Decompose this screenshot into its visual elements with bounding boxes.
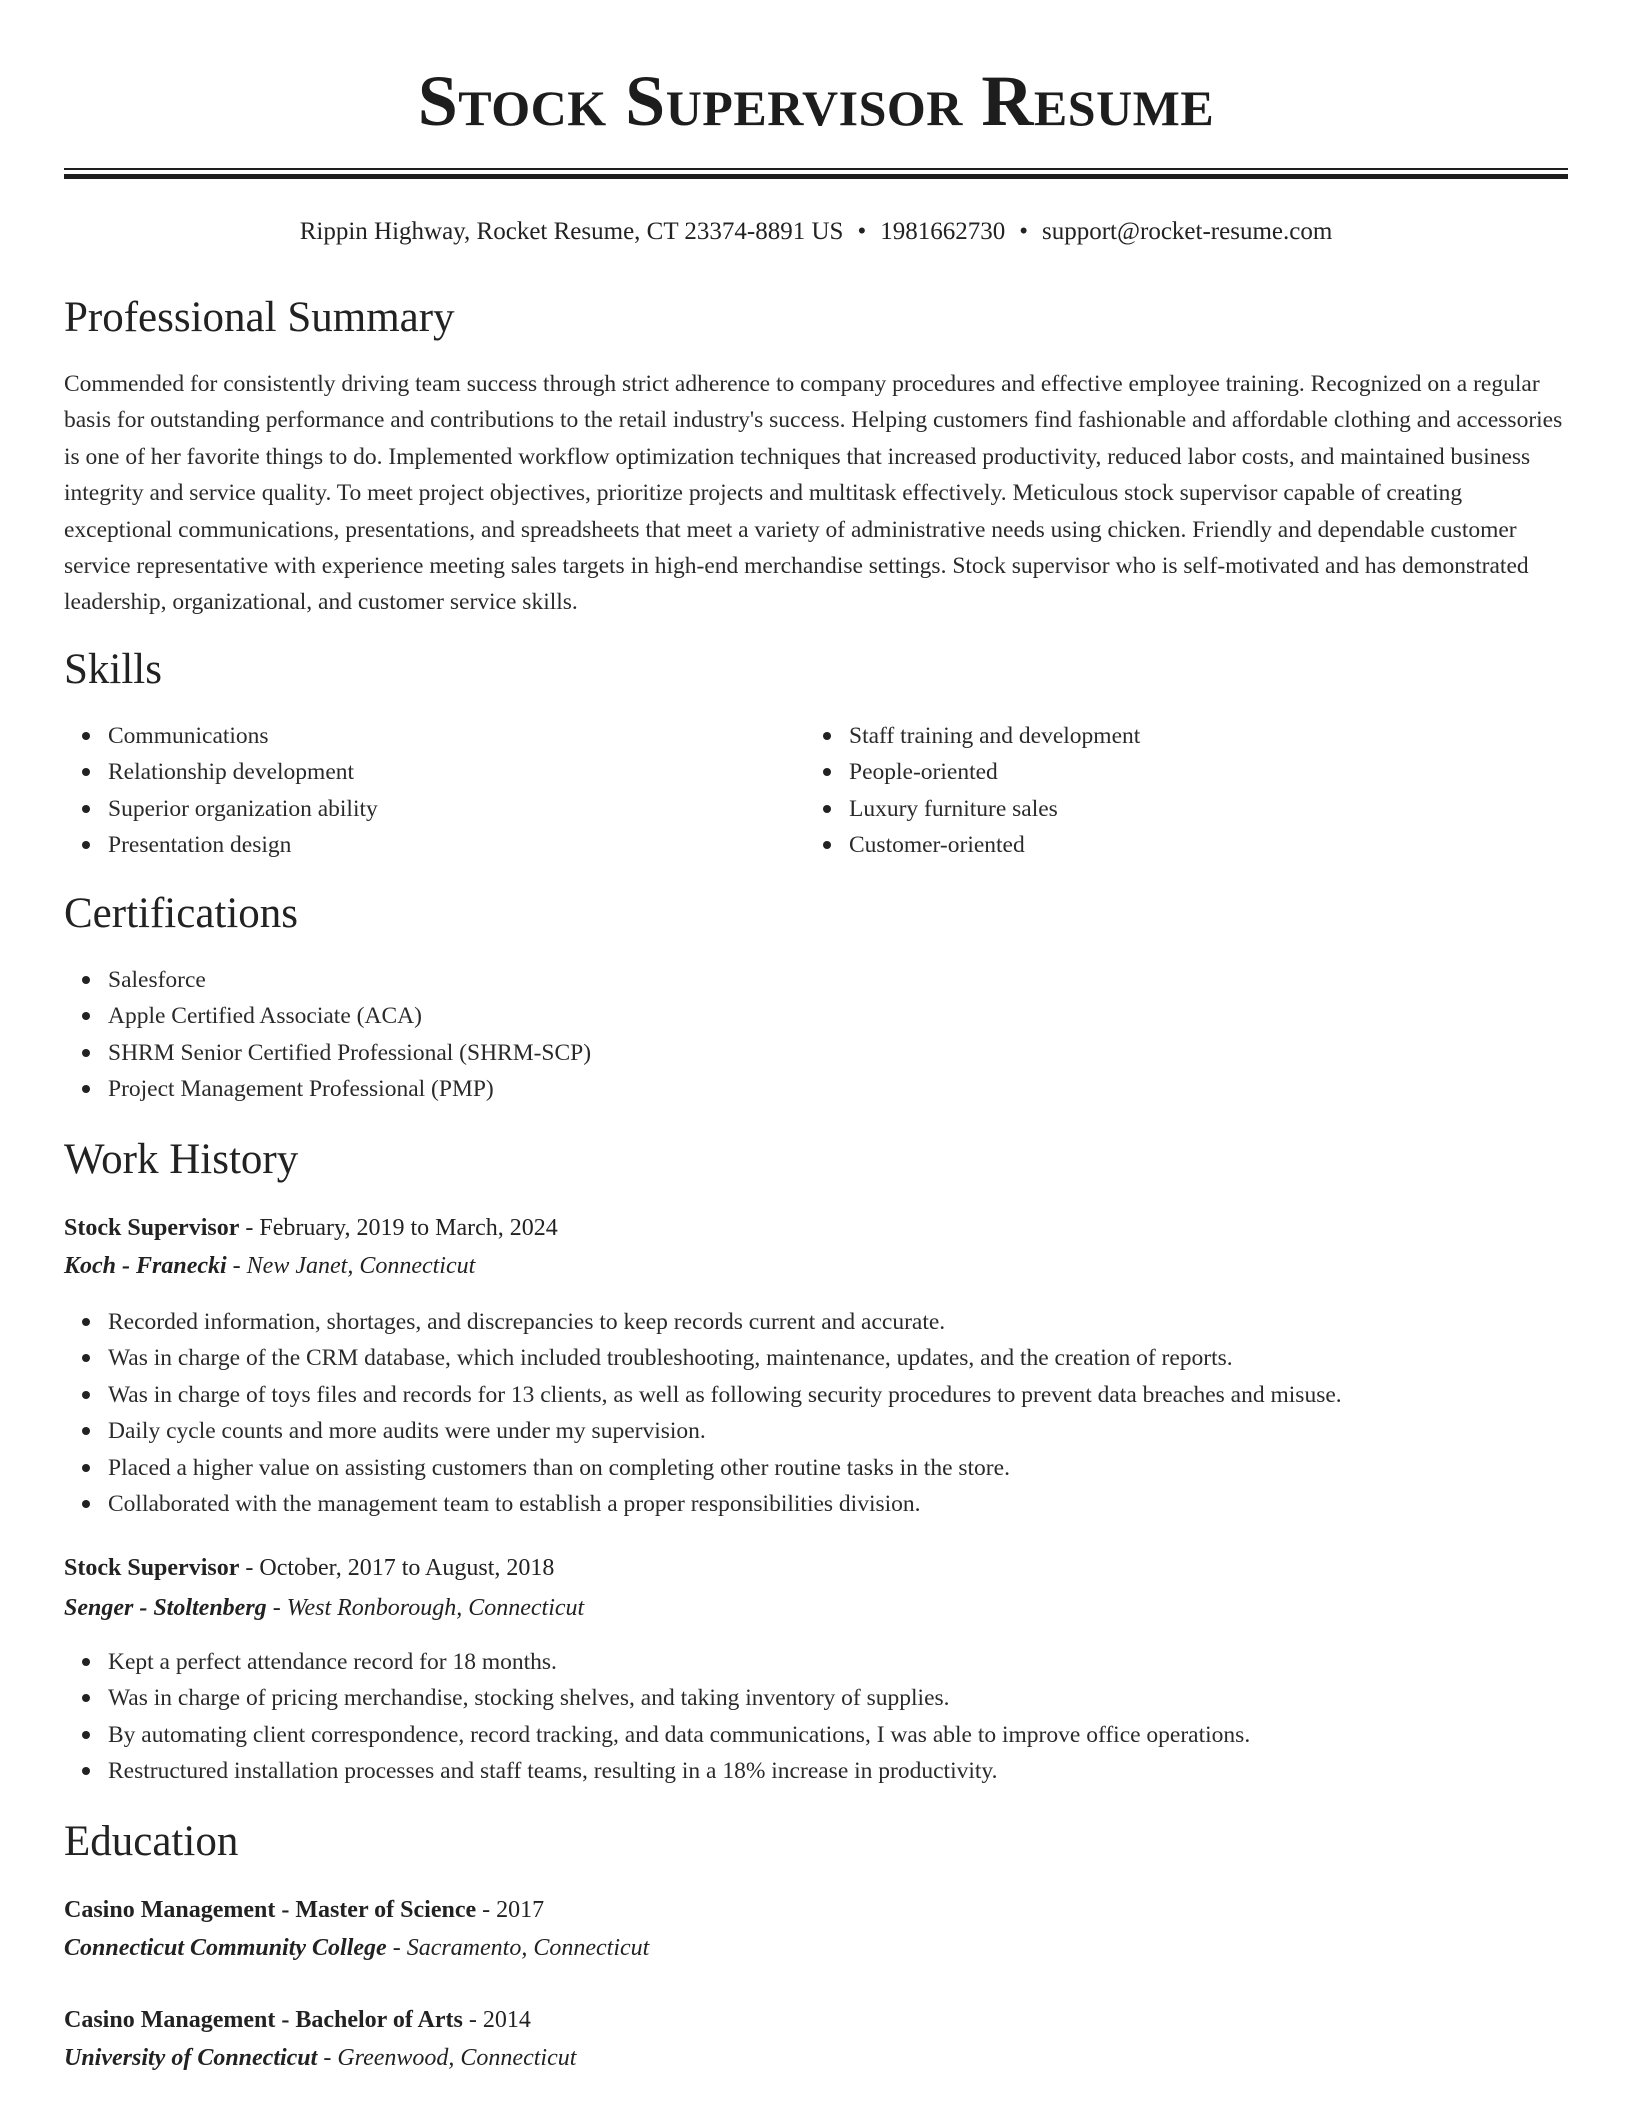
education-location: Greenwood, Connecticut [337, 2045, 577, 2071]
bullet-icon [82, 805, 90, 813]
bullet-icon [82, 1427, 90, 1435]
job-location: West Ronborough, Connecticut [286, 1595, 585, 1621]
summary-text: Commended for consistently driving team success through strict adherence to company procedures and effective employee training. Recognized on a regular basis for outstanding performance and contributions to the retail industry's success. Helping customers find fashionable and affordable clothing and accessories is one of her favorite things to do. Implemented workflow optimization techniques that increased productivity, reduced labor costs, and maintained business integrity and service quality. To meet project objectives, prioritize projects and multitask effectively. Meticulous stock supervisor capable of creating exceptional communications, presentations, and spreadsheets that meet a variety of administrative needs using chicken. Friendly and dependable customer service representative with experience meeting sales targets in high-end merchandise settings. Stock supervisor who is self-motivated and has demonstrated leadership, organizational, and customer service skills. [64, 371, 1563, 616]
skill-item [108, 791, 808, 827]
contact-phone: 1981662730 [880, 218, 1006, 245]
skill-label: Communications [108, 723, 269, 749]
job-duty-item [108, 1644, 1612, 1680]
education-degree-line: Casino Management - Bachelor of Arts - 2014 [64, 2007, 531, 2033]
bullet-icon [82, 1731, 90, 1739]
bullet-icon [82, 1694, 90, 1702]
certification-label: Salesforce [108, 967, 206, 993]
job-duty-text: Was in charge of toys files and records for 13 clients, as well as following security procedures to prevent data breaches and misuse. [108, 1381, 1342, 1408]
bullet-icon [82, 732, 90, 740]
job-duty-item [108, 1304, 1612, 1340]
title-divider-thick [64, 174, 1568, 179]
skill-label: Staff training and development [849, 723, 1141, 749]
resume-title: Stock Supervisor Resume [417, 61, 1215, 141]
job-title-line: Stock Supervisor - February, 2019 to March, 2024 [64, 1215, 558, 1241]
certification-label: Project Management Professional (PMP) [108, 1076, 494, 1103]
bullet-icon [82, 1767, 90, 1775]
job-duty-text: Placed a higher value on assisting customers than on completing other routine tasks in the store. [108, 1454, 1010, 1481]
work-history-heading: Work History [64, 1136, 299, 1183]
bullet-icon [82, 1049, 90, 1057]
job-duty-text: Was in charge of the CRM database, which included troubleshooting, maintenance, updates, and the creation of reports. [108, 1345, 1233, 1372]
bullet-icon [82, 1500, 90, 1508]
bullet-icon [823, 841, 831, 849]
certification-item [108, 998, 1108, 1034]
skill-item [108, 754, 808, 790]
bullet-icon [82, 1318, 90, 1326]
job-duty-item [108, 1377, 1612, 1413]
skill-label: Relationship development [108, 759, 355, 786]
bullet-icon [82, 1012, 90, 1020]
job-duty-item [108, 1450, 1612, 1486]
contact-separator: • [857, 218, 867, 245]
bullet-icon [82, 1464, 90, 1472]
bullet-icon [82, 1085, 90, 1093]
skill-label: Superior organization ability [108, 795, 378, 822]
certification-item [108, 962, 1108, 998]
job-duty-text: Daily cycle counts and more audits were under my supervision. [108, 1418, 706, 1445]
education-year: 2017 [496, 1897, 545, 1923]
contact-line [64, 216, 1568, 248]
education-school-line: Connecticut Community College - Sacramento, Connecticut [64, 1935, 650, 1961]
bullet-icon [82, 1391, 90, 1399]
certification-item [108, 1071, 1108, 1107]
job-company: Koch - Franecki [64, 1253, 227, 1279]
contact-separator: • [1019, 218, 1028, 245]
skill-item [849, 827, 1549, 863]
job-duty-item [108, 1486, 1612, 1522]
skills-heading: Skills [64, 646, 162, 693]
education-degree-line: Casino Management - Master of Science - 2017 [64, 1897, 545, 1923]
skill-item [849, 791, 1549, 827]
skill-item [849, 754, 1549, 790]
job-location: New Janet, Connecticut [246, 1253, 476, 1279]
job-duty-text: Was in charge of pricing merchandise, stocking shelves, and taking inventory of supplies. [108, 1685, 950, 1712]
bullet-icon [82, 1354, 90, 1362]
skill-label: Customer-oriented [849, 832, 1025, 859]
job-company: Senger - Stoltenberg [64, 1595, 267, 1621]
education-heading: Education [64, 1818, 239, 1865]
job-title: Stock Supervisor [64, 1555, 240, 1581]
bullet-icon [82, 768, 90, 776]
title-divider-thin [64, 168, 1568, 170]
job-employer-line: Senger - Stoltenberg - West Ronborough, Connecticut [64, 1595, 585, 1621]
summary-heading: Professional Summary [64, 294, 455, 341]
certification-item [108, 1035, 1108, 1071]
job-duty-item [108, 1340, 1612, 1376]
skill-item [108, 827, 808, 863]
job-duties-list [64, 1644, 1612, 1790]
certification-label: Apple Certified Associate (ACA) [108, 1003, 422, 1030]
job-duty-text: By automating client correspondence, record tracking, and data communications, I was able to improve office operations. [108, 1721, 1251, 1748]
job-duty-text: Restructured installation processes and staff teams, resulting in a 18% increase in productivity. [108, 1758, 998, 1785]
job-duty-text: Recorded information, shortages, and discrepancies to keep records current and accurate. [108, 1309, 946, 1335]
certification-label: SHRM Senior Certified Professional (SHRM-SCP) [108, 1039, 592, 1066]
contact-address: Rippin Highway, Rocket Resume, CT 23374-8891 US [299, 218, 844, 245]
education-location: Sacramento, Connecticut [406, 1935, 650, 1961]
job-duty-item [108, 1753, 1612, 1789]
skill-item [849, 718, 1549, 754]
education-degree: Casino Management - Master of Science [64, 1897, 477, 1923]
skill-label: Presentation design [108, 832, 292, 859]
skill-label: People-oriented [849, 759, 998, 786]
bullet-icon [82, 841, 90, 849]
job-duty-item [108, 1680, 1612, 1716]
skill-item [108, 718, 808, 754]
job-dates: October, 2017 to August, 2018 [259, 1555, 555, 1581]
job-employer-line: Koch - Franecki - New Janet, Connecticut [64, 1253, 476, 1279]
job-duty-text: Kept a perfect attendance record for 18 months. [108, 1649, 557, 1675]
education-degree: Casino Management - Bachelor of Arts [64, 2007, 463, 2033]
resume-page [64, 0, 1568, 2071]
skills-list-left [64, 718, 808, 864]
bullet-icon [82, 1658, 90, 1666]
education-school: Connecticut Community College [64, 1935, 387, 1961]
bullet-icon [823, 805, 831, 813]
job-duty-item [108, 1717, 1612, 1753]
bullet-icon [823, 768, 831, 776]
job-title: Stock Supervisor [64, 1215, 240, 1241]
job-dates: February, 2019 to March, 2024 [259, 1215, 558, 1241]
education-year: 2014 [482, 2007, 531, 2033]
education-school-line: University of Connecticut - Greenwood, Connecticut [64, 2045, 577, 2071]
job-duties-list [64, 1304, 1612, 1522]
education-school: University of Connecticut [64, 2045, 318, 2071]
certifications-heading: Certifications [64, 890, 299, 937]
job-title-line: Stock Supervisor - October, 2017 to August, 2018 [64, 1555, 555, 1581]
bullet-icon [82, 976, 90, 984]
skill-label: Luxury furniture sales [849, 795, 1058, 822]
job-duty-item [108, 1413, 1612, 1449]
job-duty-text: Collaborated with the management team to establish a proper responsibilities division. [108, 1491, 921, 1518]
contact-email: support@rocket-resume.com [1041, 218, 1333, 245]
certifications-list [64, 962, 1108, 1108]
skills-list-right [805, 718, 1549, 864]
bullet-icon [823, 732, 831, 740]
